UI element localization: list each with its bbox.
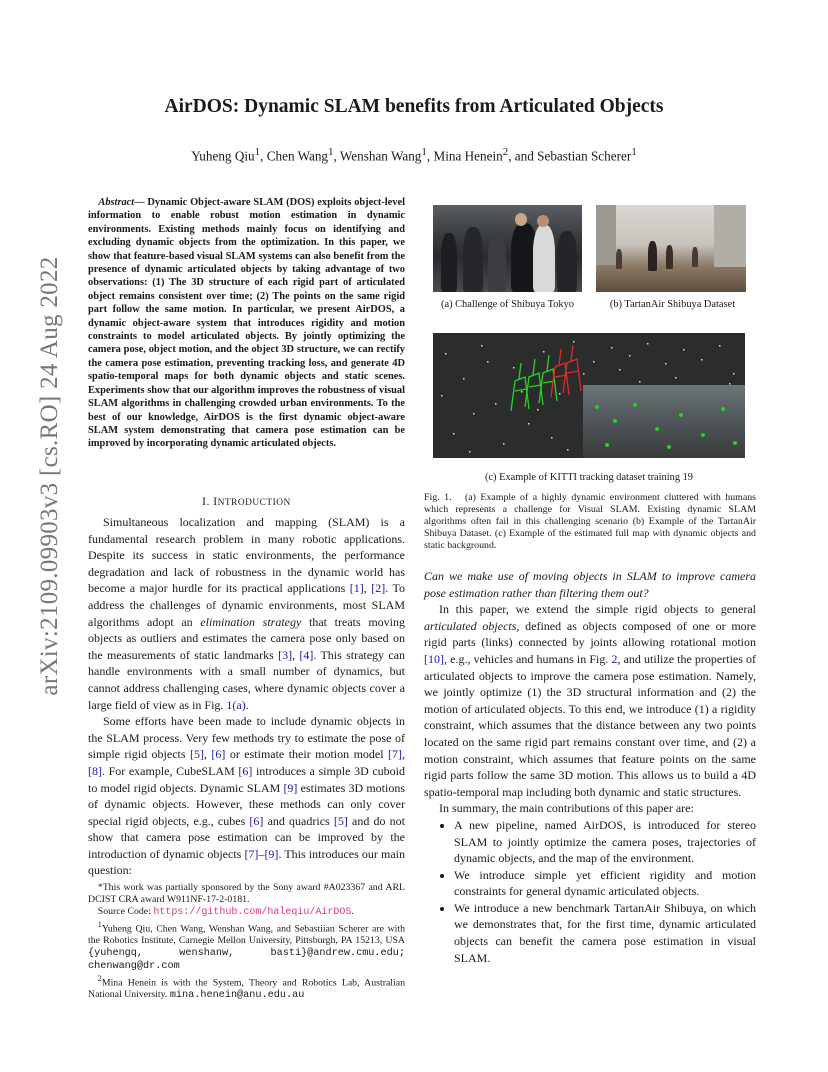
- footnote-affiliation-2: $^2$Mina Henein is with the System, Theory and Robotics Lab, Australian National University. mina.henein@anu.edu.au: [88, 973, 405, 1001]
- footnote-source-code: Source Code: https://github.com/haleqiu/AirDOS.: [97, 905, 354, 918]
- subfigure-caption-b: (b) TartanAir Shibuya Dataset: [609, 299, 736, 310]
- section-number: I.: [202, 496, 214, 508]
- section-title-initial: I: [213, 496, 218, 508]
- figure-image-tartanair-shibuya: [596, 205, 746, 292]
- subfigure-caption-a: (a) Challenge of Shibuya Tokyo: [441, 299, 574, 310]
- paper-title: AirDOS: Dynamic SLAM benefits from Articulated Objects: [164, 96, 664, 117]
- figure-image-kitti-map: [433, 333, 745, 458]
- intro-paragraph: Some efforts have been made to include dynamic objects in the SLAM process. Very few methods try to estimate the pose of simple rigid objects [5], [6] or estimate their motion model [7], [8]. For example, CubeSLAM [6] introduces a simple 3D cuboid to model rigid objects. Dynamic SLAM [9] estimates 3D motions of dynamic objects. However, these methods can only cover special rigid objects, e.g., cubes [6] and quadrics [5] and do not show that camera pose estimation can be improved by the introduction of dynamic objects [7]–[9]. This introduces our main question:: [88, 714, 405, 878]
- subfigure-caption-c: (c) Example of KITTI tracking dataset training 19: [484, 472, 694, 483]
- list-item: • We introduce simple yet efficient rigidity and motion constraints for general dynamic articulated objects.: [454, 867, 756, 900]
- footnote-affiliation-1: $^1$Yuheng Qiu, Chen Wang, Wenshan Wang, and Sebastiian Scherer are with the Robotics Institute, Carnegie Mellon University, Pittsburgh, PA 15213, USA {yuhengq, wenshanw, basti}@andrew.cmu.edu; chenwang@dr.com: [88, 919, 405, 972]
- contribution-list: [424, 817, 756, 966]
- map-inset-street-view: [583, 385, 745, 458]
- footnote-funding: *This work was partially sponsored by the Sony award #A023367 and ARL DCIST CRA award W911NF-17-2-0181.: [88, 882, 405, 905]
- abstract: [88, 196, 405, 451]
- right-column-body: [424, 568, 756, 966]
- list-item: • A new pipeline, named AirDOS, is introduced for stereo SLAM to jointly optimize the camera poses, trajectories of dynamic objects, and the map of the environment.: [454, 817, 756, 867]
- section-title-rest: NTRODUCTION: [217, 498, 291, 508]
- abstract-label: Abstract: [98, 197, 135, 208]
- body-paragraph: In summary, the main contributions of this paper are:: [439, 801, 694, 816]
- body-paragraph: In this paper, we extend the simple rigid objects to general articulated objects, defined as objects composed of one or more rigid parts (links) connected by joints allowing rotational motion [10], e.g., vehicles and humans in Fig. 2, and utilize the properties of articulated objects to improve the camera pose estimation. Namely, we jointly optimize (1) the 3D structural information and (2) the motion of articulated objects. To this end, we introduce (1) a rigidity constraint, which assumes that the distance between any two points located on the same rigid part remains constant over time, and (2) a motion constraint, which assumes that feature points on the same rigid parts follow the same 3D motion. This allows us to build a 4D spatio-temporal map including both dynamic and static structures.: [424, 602, 757, 799]
- arxiv-stamp-text: arXiv:2109.09903v3 [cs.RO] 24 Aug 2022: [36, 256, 63, 696]
- figure-caption: Fig. 1. (a) Example of a highly dynamic environment cluttered with humans which represents a challenge for Visual SLAM. Existing dynamic SLAM algorithms often fail in this challenging scenario (b) Example of the TartanAir Shibuya Dataset. (c) Example of the estimated full map with dynamic objects and static background.: [424, 492, 756, 552]
- footnotes: [88, 882, 405, 1002]
- research-question: Can we make use of moving objects in SLAM to improve camera pose estimation rather than filtering them out?: [424, 569, 756, 600]
- section-heading-introduction: [88, 496, 405, 508]
- list-item: • We introduce a new benchmark TartanAir Shibuya, on which we demonstrates that, for the first time, dynamic articulated objects can benefit the camera pose estimation in visual SLAM.: [454, 900, 756, 966]
- figure-image-shibuya-crowd: [433, 205, 582, 292]
- introduction-body: [88, 514, 405, 879]
- author-list: Yuheng Qiu$^1$, Chen Wang$^1$, Wenshan Wang$^1$, Mina Henein$^2$, and Sebastian Scherer$^1$: [191, 146, 637, 164]
- intro-paragraph: Simultaneous localization and mapping (SLAM) is a fundamental research problem in many robotic applications. Despite its success in static environments, the performance degradation and lack of robustness in the dynamic world has become a major hurdle for its practical applications [1], [2]. To address the challenges of dynamic environments, most SLAM algorithms adopt an elimination strategy that treats moving objects as outliers and estimates the camera pose only based on the measurements of static landmarks [3], [4]. This strategy can handle environments with a small number of dynamics, but cannot address challenging cases, where dynamic objects cover a large field of view as in Fig. 1(a).: [88, 515, 406, 712]
- abstract-dash: —: [134, 197, 148, 208]
- abstract-text: Dynamic Object-aware SLAM (DOS) exploits object-level information to enable robust motion estimation in dynamic environments. Existing methods mainly focus on identifying and excluding dynamic objects from the optimization. In this paper, we show that feature-based visual SLAM systems can also benefit from the presence of dynamic articulated objects by taking advantage of two observations: (1) The 3D structure of each rigid part of articulated object remains consistent over time; (2) The points on the same rigid part follow the same motion. In particular, we present AirDOS, a dynamic object-aware system that introduces rigidity and motion constraints to model articulated objects. By jointly optimizing the camera pose, object motion, and the object 3D structure, we can rectify the camera pose estimation, preventing tracking loss, and generate 4D spatio-temporal maps for both dynamic objects and static scenes. Experiments show that our algorithm improves the robustness of visual SLAM algorithms in challenging crowded urban environments. To the best of our knowledge, AirDOS is the first dynamic object-aware SLAM system demonstrating that camera pose estimation can be improved by incorporating dynamic articulated objects.: [88, 197, 405, 450]
